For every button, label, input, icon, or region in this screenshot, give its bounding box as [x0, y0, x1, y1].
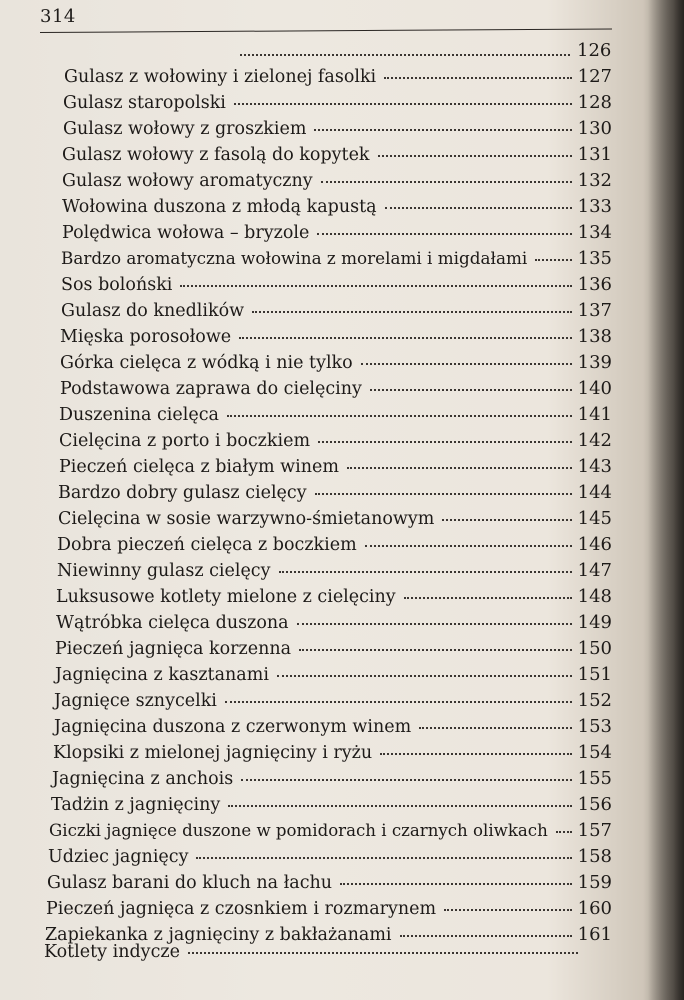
toc-entry-page: 150 [577, 638, 612, 659]
toc-entry-page: 160 [577, 898, 612, 919]
toc-entry-page: 153 [577, 716, 612, 737]
toc-leader [370, 389, 572, 391]
toc-entry [46, 898, 612, 920]
toc-entry [56, 612, 612, 634]
toc-entry [58, 508, 612, 530]
toc-leader [321, 181, 572, 183]
toc-entry-title: Gulasz staropolski [63, 93, 226, 113]
toc-leader [385, 207, 572, 209]
toc-entry-page: 145 [577, 508, 612, 529]
toc-entry [59, 456, 612, 478]
toc-entry [47, 872, 612, 894]
toc-entry-page: 149 [577, 612, 612, 633]
toc-leader [442, 519, 571, 521]
toc-leader [347, 467, 572, 469]
toc-entry [51, 794, 612, 816]
toc-entry [59, 404, 612, 426]
toc-entry-title: Gulasz z wołowiny i zielonej fasolki [64, 67, 377, 87]
toc-entry-page: 136 [577, 274, 612, 295]
toc-entry-title: Gulasz wołowy z fasolą do kopytek [62, 145, 370, 165]
toc-entry-page: 137 [577, 300, 612, 321]
toc-entry-page: 159 [577, 872, 612, 893]
toc-entry-title: Klopsiki z mielonej jagnięciny i ryżu [53, 743, 373, 763]
toc-leader [317, 233, 571, 235]
toc-entry-page: 133 [577, 196, 612, 217]
toc-entry-page: 148 [577, 586, 612, 607]
toc-entry-title: Kotlety indycze [44, 942, 180, 962]
toc-leader [297, 623, 572, 625]
toc-entry [60, 378, 612, 400]
toc-leader [419, 727, 571, 729]
toc-leader [315, 493, 572, 495]
toc-entry [54, 716, 612, 738]
toc-entry [58, 482, 612, 504]
toc-entry-title: Pieczeń cielęca z białym winem [59, 457, 339, 477]
toc-entry-title: Zapiekanka z jagnięciny z bakłażanami [45, 925, 392, 945]
toc-entry-title: Gulasz wołowy aromatyczny [62, 171, 313, 191]
toc-entry-title: Cielęcina w sosie warzywno-śmietanowym [58, 509, 435, 529]
toc-leader [241, 779, 571, 781]
toc-entry-page: 143 [577, 456, 612, 477]
toc-entry-title: Wątróbka cielęca duszona [56, 613, 289, 633]
toc-entry-title: Jagnięcina z anchois [52, 769, 234, 789]
toc-entry-page: 156 [577, 794, 612, 815]
toc-entry-page: 131 [577, 144, 612, 165]
toc-entry [52, 768, 612, 790]
toc-leader [252, 311, 572, 313]
toc-entry [61, 274, 612, 296]
toc-entry [53, 742, 612, 764]
toc-leader [314, 129, 571, 131]
page-number: 314 [40, 6, 76, 27]
toc-entry-title: Jagnięce sznycelki [54, 691, 217, 711]
toc-entry-title: Pieczeń jagnięca korzenna [55, 639, 292, 659]
toc-entry-page: 139 [577, 352, 612, 373]
toc-entry [60, 326, 612, 348]
toc-entry-page: 138 [577, 326, 612, 347]
toc-entry-page: 135 [577, 248, 612, 269]
toc-leader [240, 54, 570, 56]
toc-entry-page: 154 [577, 742, 612, 763]
toc-leader [404, 597, 572, 599]
toc-entry-page: 147 [577, 560, 612, 581]
toc-leader [180, 285, 571, 287]
toc-leader [225, 701, 572, 703]
toc-entry-title: Górka cielęca z wódką i nie tylko [60, 353, 353, 373]
toc-leader [378, 155, 572, 157]
toc-entry [59, 430, 612, 452]
toc-entry-page: 151 [577, 664, 612, 685]
toc-leader [535, 259, 571, 261]
toc-leader [318, 441, 572, 443]
toc-entry-title: Bardzo dobry gulasz cielęcy [58, 483, 307, 503]
toc-entry-page: 157 [577, 820, 612, 841]
toc-entry [57, 560, 612, 582]
toc-leader [444, 909, 572, 911]
toc-entry-page: 152 [577, 690, 612, 711]
toc-leader [239, 337, 571, 339]
toc-entry-page: 130 [577, 118, 612, 139]
toc-leader [234, 103, 572, 105]
toc-entry-title: Polędwica wołowa – bryzole [62, 223, 310, 243]
toc-leader [227, 415, 572, 417]
toc-entry-page: 134 [577, 222, 612, 243]
toc-leader [365, 545, 572, 547]
toc-entry-title: Gulasz wołowy z groszkiem [63, 119, 307, 139]
toc-entry-title: Niewinny gulasz cielęcy [57, 561, 271, 581]
toc-entry-title: Bardzo aromatyczna wołowina z morelami i migdałami [61, 248, 528, 268]
toc-entry-title: Giczki jagnięce duszone w pomidorach i czarnych oliwkach [49, 821, 548, 840]
toc-entry [56, 586, 612, 608]
toc-leader [556, 831, 572, 833]
toc-entry [62, 196, 612, 218]
toc-entry-title: Pieczeń jagnięca z czosnkiem i rozmarynem [46, 899, 437, 919]
toc-leader [380, 753, 572, 755]
toc-entry-page: 144 [577, 482, 612, 503]
toc-leader [228, 805, 571, 807]
toc-entry-title: Dobra pieczeń cielęca z boczkiem [57, 535, 357, 555]
toc-entry [62, 222, 612, 244]
toc-entry [54, 690, 612, 712]
toc-entry [44, 942, 584, 964]
toc-entry [49, 820, 612, 842]
toc-entry-page: 161 [577, 924, 612, 945]
toc-leader [188, 952, 578, 954]
toc-leader [279, 571, 572, 573]
toc-entry-title: Luksusowe kotlety mielone z cielęciny [56, 587, 396, 607]
toc-entry [64, 66, 612, 88]
toc-entry-title: Gulasz do knedlików [61, 301, 245, 321]
toc-entry-title: Cielęcina z porto i boczkiem [59, 431, 311, 451]
toc-entry [55, 638, 612, 660]
toc-entry-title: Duszenina cielęca [59, 405, 219, 425]
toc-leader [340, 883, 572, 885]
toc-entry-title: Tadżin z jagnięciny [51, 795, 221, 815]
toc-entry-page: 140 [577, 378, 612, 399]
toc-entry [62, 144, 612, 166]
toc-entry-title: Podstawowa zaprawa do cielęciny [60, 379, 362, 399]
toc-entry-title: Wołowina duszona z młodą kapustą [62, 197, 377, 217]
toc-entry-page: 127 [577, 66, 612, 87]
toc-entry [61, 248, 612, 270]
toc-page-ref: 126 [577, 40, 612, 61]
toc-entry-title: Udziec jagnięcy [48, 847, 189, 867]
toc-leader [361, 363, 572, 365]
toc-leader [277, 675, 572, 677]
toc-entry-title: Mięska porosołowe [60, 327, 232, 347]
toc-entry [55, 664, 612, 686]
toc-entry-page: 141 [577, 404, 612, 425]
toc-entry [60, 352, 612, 374]
toc-entry-page: 132 [577, 170, 612, 191]
toc-leader [384, 77, 571, 79]
toc-entry [62, 170, 612, 192]
toc-entry-page: 128 [577, 92, 612, 113]
toc-entry [61, 300, 612, 322]
toc-entry-page: 158 [577, 846, 612, 867]
toc-entry-page: 146 [577, 534, 612, 555]
toc-entry-title: Sos boloński [61, 275, 173, 295]
toc-leader [299, 649, 572, 651]
toc-entry-title: Jagnięcina duszona z czerwonym winem [54, 717, 412, 737]
toc-entry-title: Jagnięcina z kasztanami [55, 665, 269, 685]
toc-leader [196, 857, 571, 859]
toc-leader [400, 935, 572, 937]
toc-entry [63, 92, 612, 114]
toc-entry-page: 155 [577, 768, 612, 789]
toc-entry [57, 534, 612, 556]
toc-entry [63, 118, 612, 140]
toc-entry-page: 142 [577, 430, 612, 451]
toc-entry [48, 846, 612, 868]
toc-entry-title: Gulasz barani do kluch na łachu [47, 873, 333, 893]
